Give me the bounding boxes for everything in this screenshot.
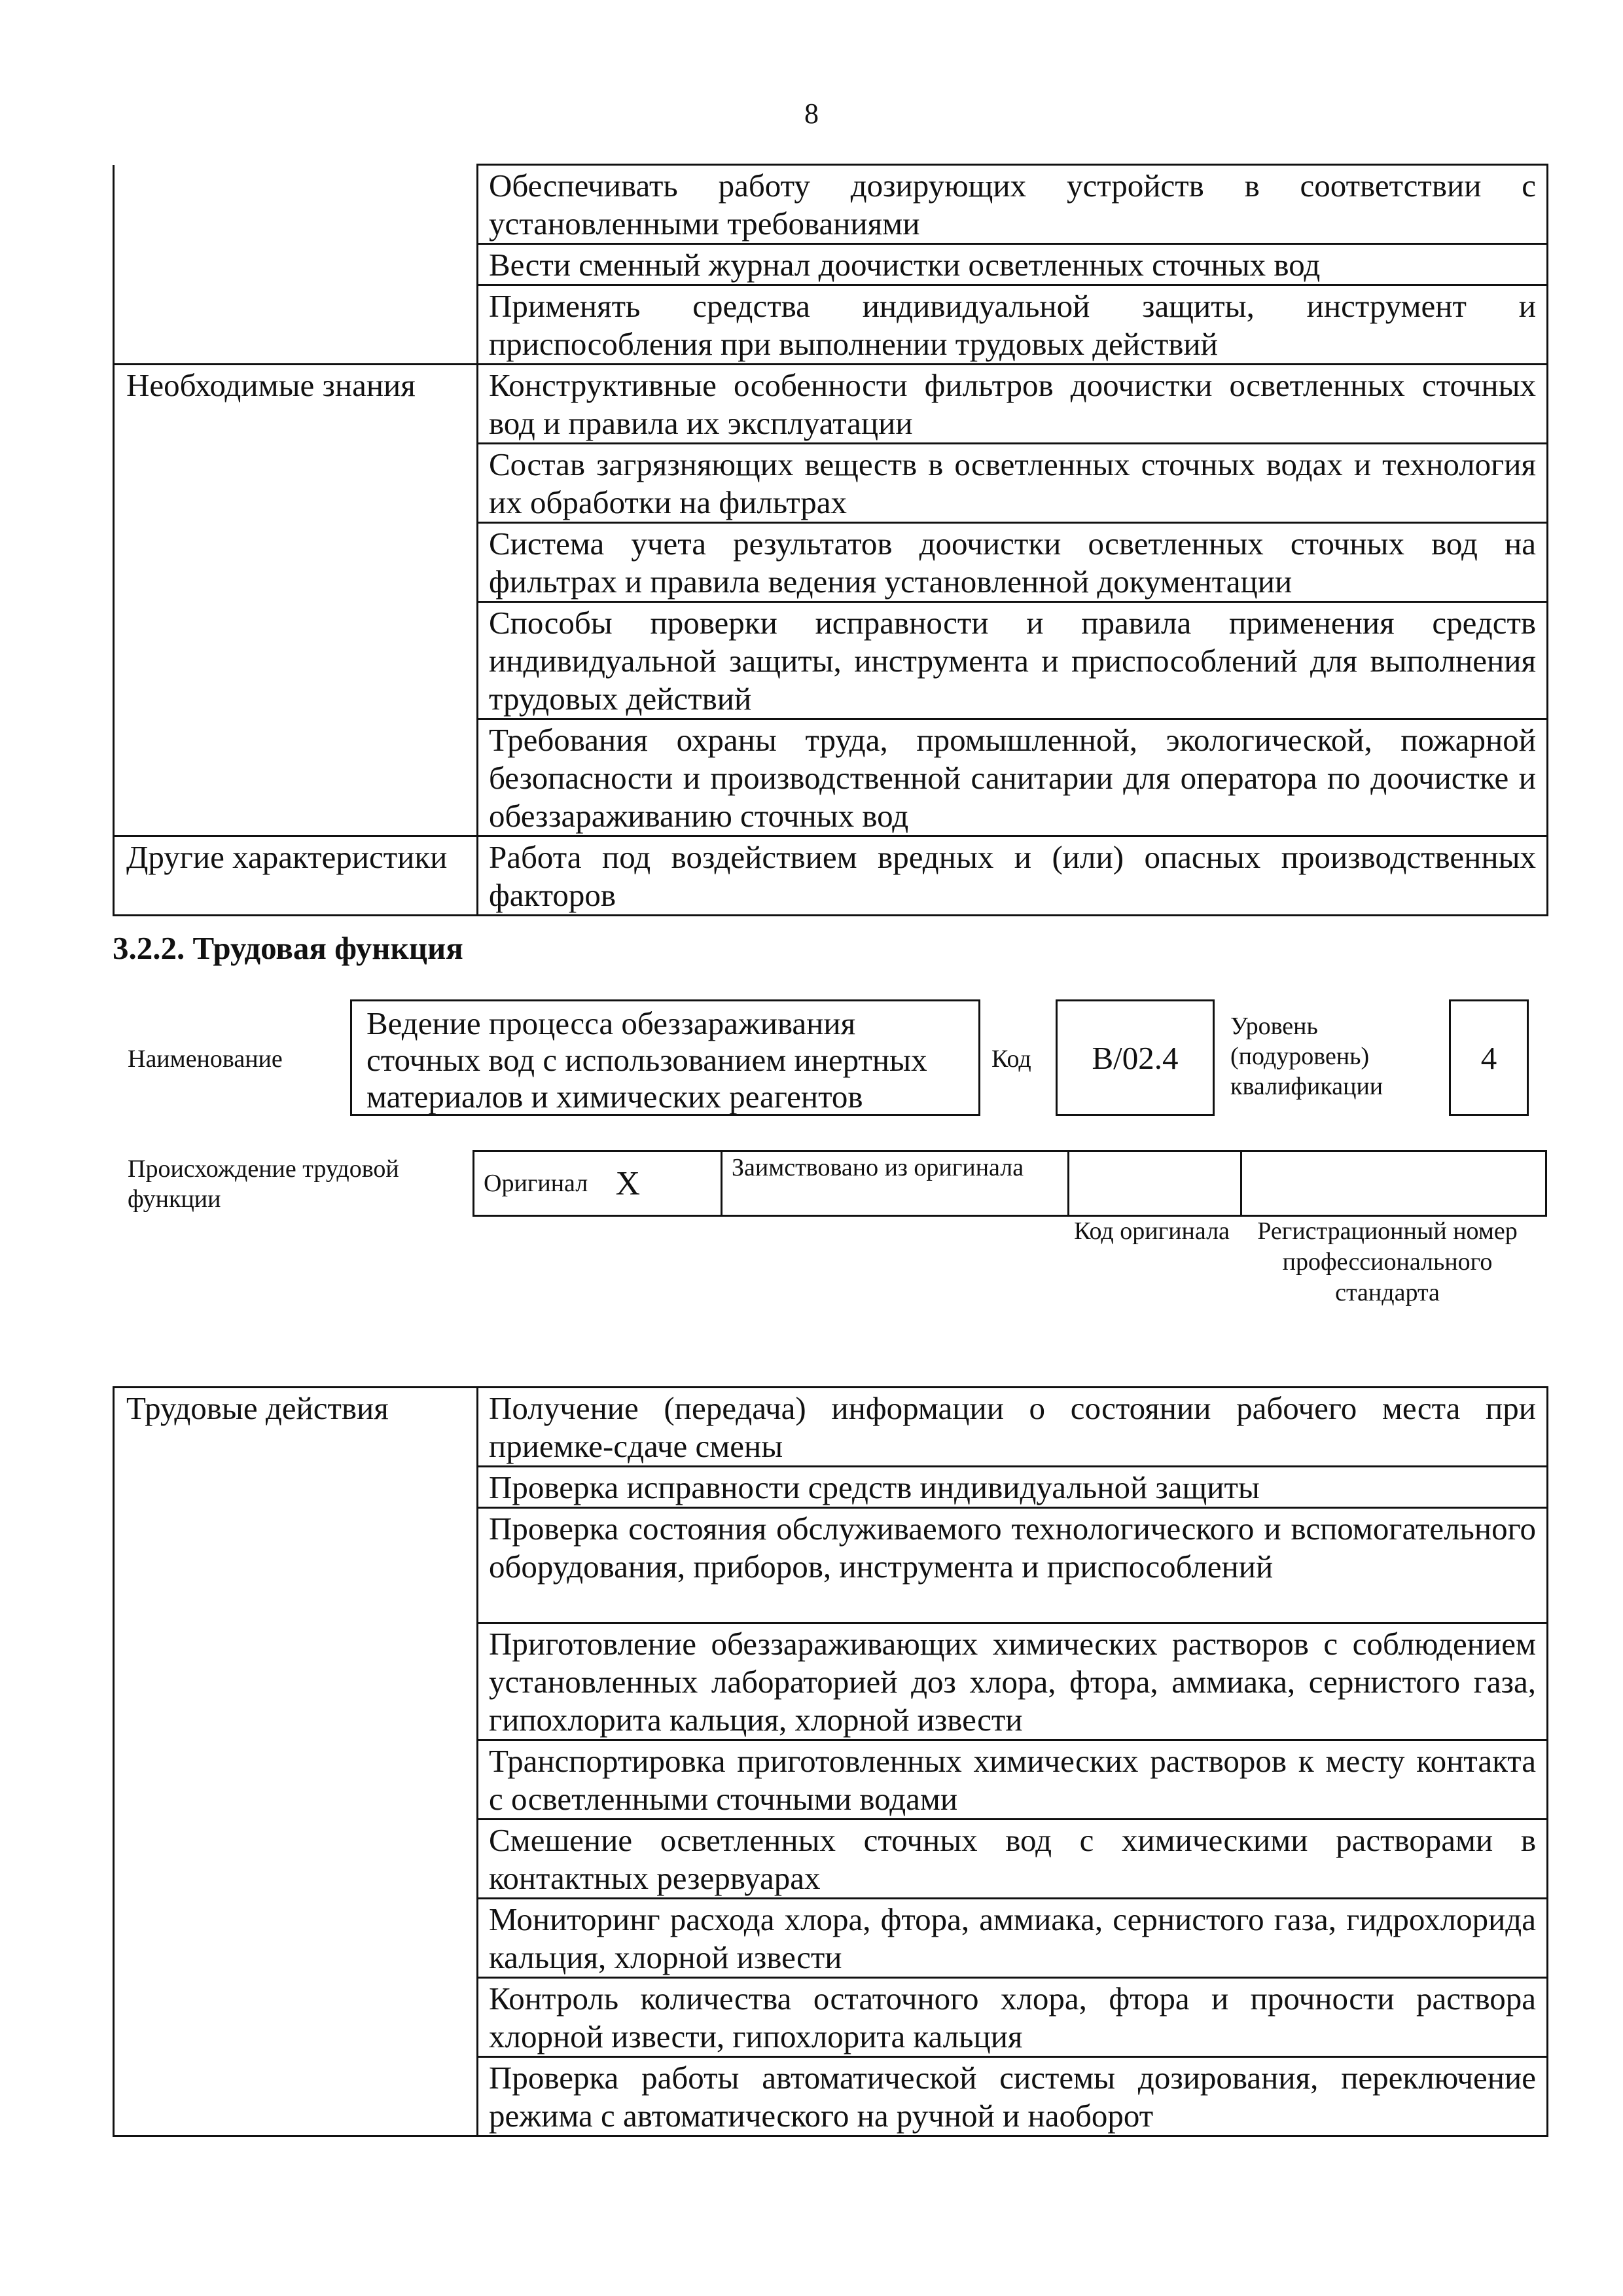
origin-code-caption: Код оригинала <box>1074 1217 1230 1245</box>
origin-original: Оригинал <box>474 1151 607 1216</box>
origin-reg-caption: Регистрационный номер профессионального стандарта <box>1257 1217 1518 1306</box>
action-row: Мониторинг расхода хлора, фтора, аммиака, сернистого газа, гидрохлорида кальция, хлорной извести <box>478 1899 1548 1978</box>
knowledge-label: Необходимые знания <box>114 365 478 836</box>
action-row: Контроль количества остаточного хлора, фтора и прочности раствора хлорной извести, гипохлорита кальция <box>478 1978 1548 2057</box>
section-title: 3.2.2. Трудовая функция <box>113 930 463 966</box>
level-label: Уровень (подуровень) квалификации <box>1230 1013 1383 1100</box>
level-value-box: 4 <box>1449 999 1529 1116</box>
origin-code-cell <box>1069 1151 1241 1216</box>
name-label: Наименование <box>128 1045 283 1073</box>
code-value-box: В/02.4 <box>1056 999 1215 1116</box>
page-number: 8 <box>804 98 819 130</box>
skill-row: Применять средства индивидуальной защиты, инструмент и приспособления при выполнении трудовых действий <box>478 285 1548 365</box>
action-row: Проверка исправности средств индивидуальной защиты <box>478 1467 1548 1508</box>
action-row: Транспортировка приготовленных химических растворов к месту контакта с осветленными сточными водами <box>478 1740 1548 1820</box>
origin-reg-cell <box>1241 1151 1546 1216</box>
action-row: Смешение осветленных сточных вод с химическими растворами в контактных резервуарах <box>478 1820 1548 1899</box>
knowledge-row: Способы проверки исправности и правила применения средств индивидуальной защиты, инструмента и приспособлений для выполнения трудовых действий <box>478 602 1548 719</box>
skill-row: Обеспечивать работу дозирующих устройств в соответствии с установленными требованиями <box>478 165 1548 244</box>
action-row: Приготовление обеззараживающих химических растворов с соблюдением установленных лабораторией доз хлора, фтора, аммиака, сернистого газа, гипохлорита кальция, хлорной извести <box>478 1623 1548 1740</box>
top-table <box>113 164 1548 916</box>
action-row: Проверка состояния обслуживаемого технологического и вспомогательного оборудования, приборов, инструмента и приспособлений <box>478 1508 1548 1623</box>
action-row: Получение (передача) информации о состоянии рабочего места при приемке-сдаче смены <box>478 1388 1548 1467</box>
actions-table <box>113 1386 1548 2137</box>
actions-label: Трудовые действия <box>114 1388 478 2136</box>
knowledge-row: Система учета результатов доочистки осветленных сточных вод на фильтрах и правила ведения установленной документации <box>478 523 1548 602</box>
origin-label: Происхождение трудовой функции <box>128 1155 399 1213</box>
empty-label-cell <box>114 165 478 365</box>
knowledge-row: Требования охраны труда, промышленной, экологической, пожарной безопасности и производственной санитарии для оператора по доочистке и обеззараживанию сточных вод <box>478 719 1548 836</box>
origin-table <box>473 1150 1547 1217</box>
function-name-box: Ведение процесса обеззараживания сточных вод с использованием инертных материалов и химических реагентов <box>350 999 980 1116</box>
origin-mark: X <box>607 1151 722 1216</box>
code-label: Код <box>991 1045 1031 1073</box>
other-row: Работа под воздействием вредных и (или) опасных производственных факторов <box>478 836 1548 916</box>
action-row: Проверка работы автоматической системы дозирования, переключение режима с автоматического на ручной и наоборот <box>478 2057 1548 2136</box>
knowledge-row: Конструктивные особенности фильтров доочистки осветленных сточных вод и правила их эксплуатации <box>478 365 1548 444</box>
other-label: Другие характеристики <box>114 836 478 916</box>
skill-row: Вести сменный журнал доочистки осветленных сточных вод <box>478 244 1548 285</box>
origin-borrowed: Заимствовано из оригинала <box>722 1151 1069 1216</box>
knowledge-row: Состав загрязняющих веществ в осветленных сточных водах и технология их обработки на фильтрах <box>478 444 1548 523</box>
